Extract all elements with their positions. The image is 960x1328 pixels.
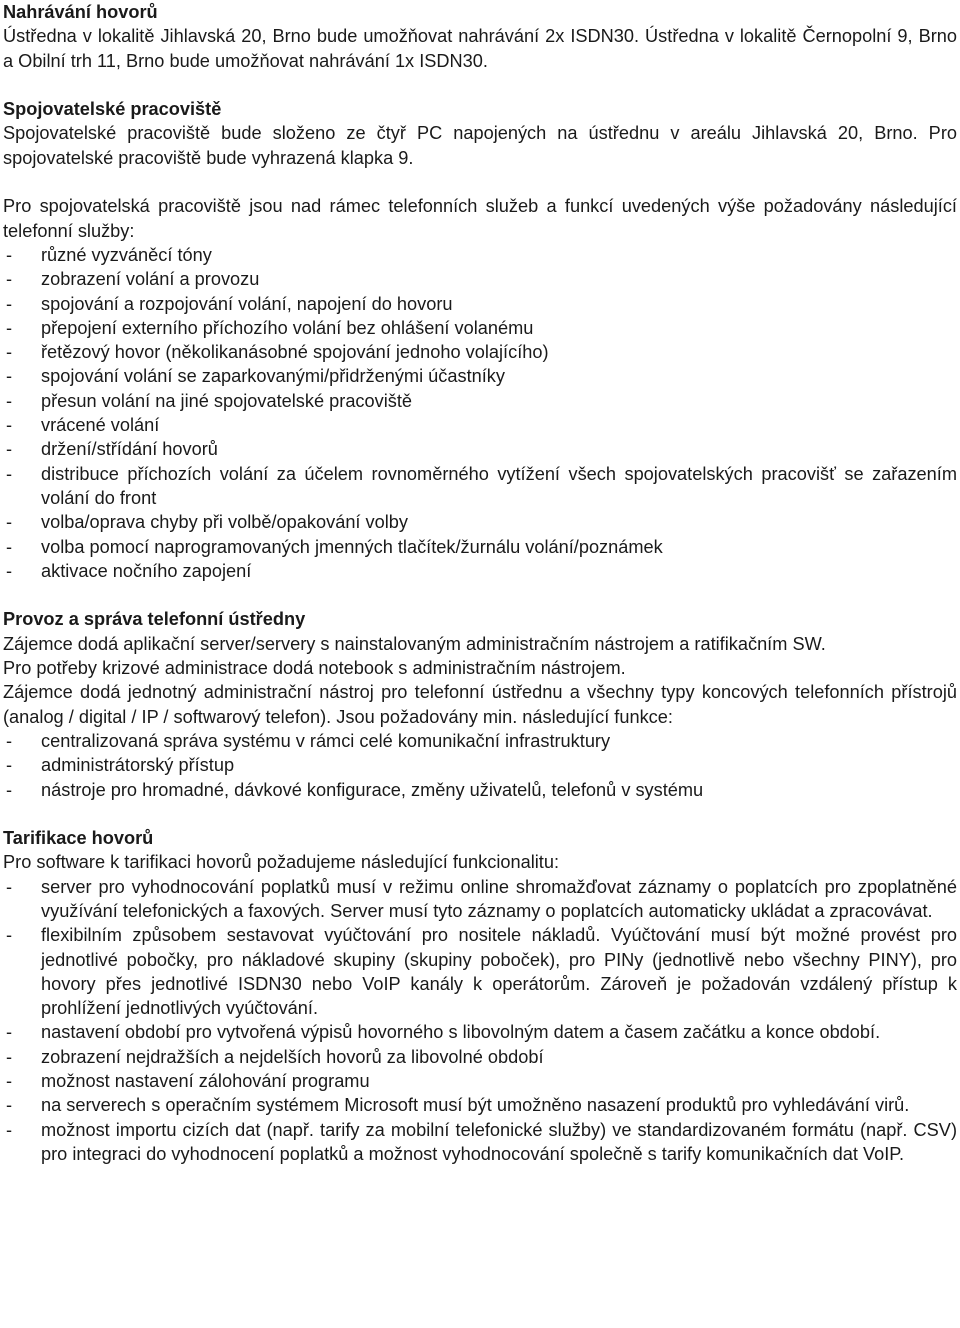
list-marker: - <box>6 560 13 581</box>
bullet-list <box>3 729 957 802</box>
list-item: - flexibilním způsobem sestavovat vyúčtování pro nositele nákladů. Vyúčtování musí být možné provést pro jednotlivé pobočky, pro nákladové skupiny (skupiny poboček), pro PINy (jednotlivě nebo všechny PINY), pro hovory přes jednotlivé ISDN30 nebo VoIP kanály k operátorům. Zároveň je požadován vzdálený přístup k prohlížení jednotlivých vyúčtování. <box>6 925 957 1019</box>
list-item: - nastavení období pro vytvořená výpisů hovorného s libovolným datem a časem začátku a konce období. <box>3 1020 957 1044</box>
list-item: - řetězový hovor (několikanásobné spojování jednoho volajícího) <box>3 340 957 364</box>
section-call-billing <box>3 826 957 1166</box>
list-marker: - <box>6 342 13 363</box>
list-item: - různé vyzváněcí tóny <box>3 243 957 267</box>
section-call-recording <box>3 0 957 73</box>
list-item: - centralizovaná správa systému v rámci celé komunikační infrastruktury <box>3 729 957 753</box>
paragraph: Zájemce dodá jednotný administrační nástroj pro telefonní ústřednu a všechny typy koncových telefonních přístrojů (analog / digital / IP / softwarový telefon). Jsou požadovány min. následující funkce: <box>3 682 957 727</box>
list-item: - aktivace nočního zapojení <box>3 559 957 583</box>
list-marker: - <box>6 876 13 897</box>
list-item: - zobrazení nejdražších a nejdelších hovorů za libovolné období <box>3 1045 957 1069</box>
list-marker: - <box>6 536 13 557</box>
list-marker: - <box>6 390 13 411</box>
list-marker: - <box>6 779 13 800</box>
paragraph: Spojovatelské pracoviště bude složeno ze čtyř PC napojených na ústřednu v areálu Jihlavská 20, Brno. Pro spojovatelské pracoviště bude vyhrazená klapka 9. <box>3 123 957 168</box>
list-item: - nástroje pro hromadné, dávkové konfigurace, změny uživatelů, telefonů v systému <box>3 778 957 802</box>
paragraph: Zájemce dodá aplikační server/servery s nainstalovaným administračním nástrojem a ratifikačním SW. <box>3 633 826 654</box>
list-item: - možnost importu cizích dat (např. tarify za mobilní telefonické služby) ve standardizovaném formátu (např. CSV) pro integraci do vyhodnocení poplatků a možnost vyhodnocování společně s tarify komunikačních dat VoIP. <box>6 1119 957 1164</box>
list-marker: - <box>6 925 13 946</box>
section-heading: Provoz a správa telefonní ústředny <box>3 609 306 630</box>
list-item: - server pro vyhodnocování poplatků musí v režimu online shromažďovat záznamy o poplatcích pro zpoplatněné využívání telefonických a faxových. Server musí tyto záznamy o poplatcích automaticky ukládat a zpracovávat. <box>6 876 957 921</box>
list-item: - volba/oprava chyby při volbě/opakování volby <box>3 510 957 534</box>
list-marker: - <box>6 366 13 387</box>
paragraph: Pro software k tarifikaci hovorů požadujeme následující funkcionalitu: <box>3 852 560 873</box>
list-marker: - <box>6 512 13 533</box>
list-item: - možnost nastavení zálohování programu <box>3 1069 957 1093</box>
section-operator-workstation <box>3 97 957 583</box>
section-heading: Tarifikace hovorů <box>3 828 154 849</box>
list-item: - spojování a rozpojování volání, napojení do hovoru <box>3 292 957 316</box>
list-marker: - <box>6 1046 13 1067</box>
list-item: - na serverech s operačním systémem Microsoft musí být umožněno nasazení produktů pro vyhledávání virů. <box>3 1093 957 1117</box>
list-marker: - <box>6 463 13 484</box>
list-marker: - <box>6 439 13 460</box>
list-item: - spojování volání se zaparkovanými/přidrženými účastníky <box>3 364 957 388</box>
section-heading: Nahrávání hovorů <box>3 2 158 22</box>
list-item: - vrácené volání <box>3 413 957 437</box>
bullet-list <box>3 875 957 1167</box>
list-item: - přesun volání na jiné spojovatelské pracoviště <box>3 389 957 413</box>
list-marker: - <box>6 317 13 338</box>
list-marker: - <box>6 730 13 751</box>
list-marker: - <box>6 269 13 290</box>
list-item: - distribuce příchozích volání za účelem rovnoměrného vytížení všech spojovatelských pracovišť se zařazením volání do front <box>6 463 957 508</box>
list-item: - přepojení externího příchozího volání bez ohlášení volanému <box>3 316 957 340</box>
list-marker: - <box>6 755 13 776</box>
list-item: - zobrazení volání a provozu <box>3 267 957 291</box>
list-item: - administrátorský přístup <box>3 753 957 777</box>
bullet-list <box>3 243 957 583</box>
list-marker: - <box>6 1071 13 1092</box>
paragraph: Ústředna v lokalitě Jihlavská 20, Brno bude umožňovat nahrávání 2x ISDN30. Ústředna v lokalitě Černopolní 9, Brno a Obilní trh 11, Brno bude umožňovat nahrávání 1x ISDN30. <box>3 26 957 71</box>
paragraph: Pro potřeby krizové administrace dodá notebook s administračním nástrojem. <box>3 658 626 679</box>
list-marker: - <box>6 293 13 314</box>
section-pbx-administration <box>3 607 957 801</box>
list-item: - volba pomocí naprogramovaných jmenných tlačítek/žurnálu volání/poznámek <box>3 535 957 559</box>
list-marker: - <box>6 415 13 436</box>
list-marker: - <box>6 1095 13 1116</box>
list-marker: - <box>6 244 13 265</box>
paragraph: Pro spojovatelská pracoviště jsou nad rámec telefonních služeb a funkcí uvedených výše požadovány následující telefonní služby: <box>3 196 957 241</box>
list-item: - držení/střídání hovorů <box>3 437 957 461</box>
section-heading: Spojovatelské pracoviště <box>3 99 222 120</box>
list-marker: - <box>6 1022 13 1043</box>
list-marker: - <box>6 1119 13 1140</box>
